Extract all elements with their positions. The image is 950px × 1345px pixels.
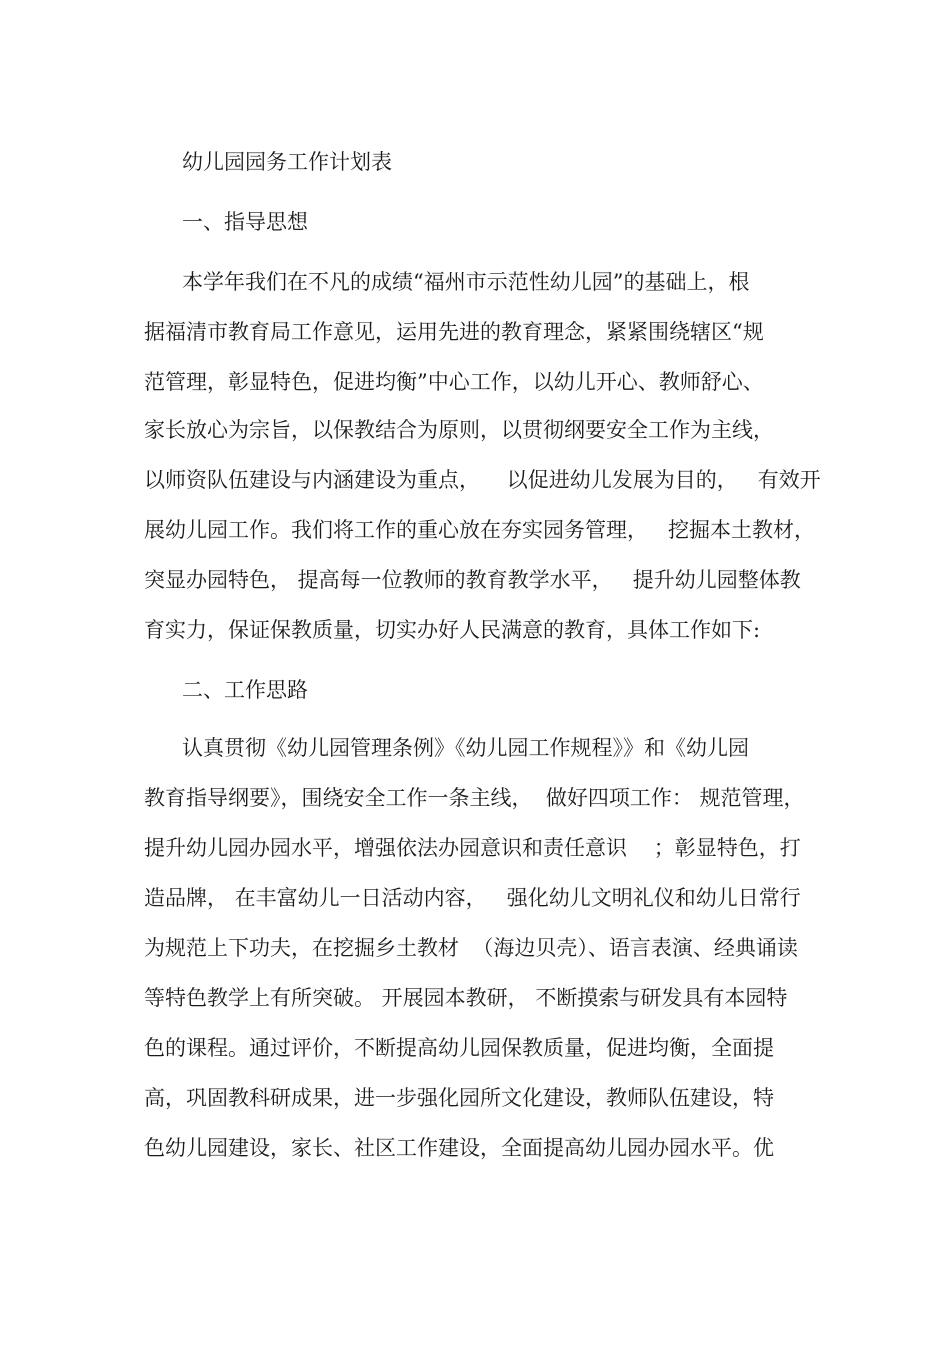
paragraph-line: 色幼儿园建设，家长、社区工作建设，全面提高幼儿园办园水平。优 xyxy=(144,1136,774,1160)
paragraph-line: 为规范上下功夫，在挖掘乡土教材 （海边贝壳）、语言表演、经典诵读 xyxy=(144,936,798,960)
paragraph-line: 展幼儿园工作。我们将工作的重心放在夯实园务管理， 挖掘本土教材， xyxy=(144,518,816,542)
section-heading-work-approach: 二、工作思路 xyxy=(182,678,308,702)
document-title: 幼儿园园务工作计划表 xyxy=(182,150,392,174)
paragraph-line: 色的课程。通过评价，不断提高幼儿园保教质量，促进均衡，全面提 xyxy=(144,1036,774,1060)
paragraph-line: 范管理，彰显特色，促进均衡”中心工作，以幼儿开心、教师舒心、 xyxy=(144,370,764,394)
section-heading-guiding-ideology: 一、指导思想 xyxy=(182,210,308,234)
paragraph-line: 提升幼儿园办园水平，增强依法办园意识和责任意识 ；彰显特色，打 xyxy=(144,836,801,860)
paragraph-line: 突显办园特色， 提高每一位教师的教育教学水平， 提升幼儿园整体教 xyxy=(144,568,801,592)
paragraph-line: 育实力，保证保教质量，切实办好人民满意的教育，具体工作如下: xyxy=(144,618,761,642)
paragraph-line: 认真贯彻《幼儿园管理条例》《幼儿园工作规程》》和《幼儿园 xyxy=(182,736,749,760)
paragraph-line: 据福清市教育局工作意见，运用先进的教育理念，紧紧围绕辖区“规 xyxy=(144,320,764,344)
paragraph-line: 本学年我们在不凡的成绩“福州市示范性幼儿园”的基础上，根 xyxy=(182,270,750,294)
paragraph-line: 高，巩固教科研成果，进一步强化园所文化建设，教师队伍建设，特 xyxy=(144,1086,774,1110)
paragraph-line: 以师资队伍建设与内涵建设为重点， 以促进幼儿发展为目的， 有效开 xyxy=(144,468,821,492)
paragraph-line: 家长放心为宗旨，以保教结合为原则，以贯彻纲要安全工作为主线， xyxy=(144,418,774,442)
paragraph-line: 造品牌， 在丰富幼儿一日活动内容， 强化幼儿文明礼仪和幼儿日常行 xyxy=(144,886,801,910)
paragraph-line: 教育指导纲要》，围绕安全工作一条主线， 做好四项工作： 规范管理， xyxy=(144,786,805,810)
paragraph-line: 等特色教学上有所突破。 开展园本教研， 不断摸索与研发具有本园特 xyxy=(144,986,788,1010)
